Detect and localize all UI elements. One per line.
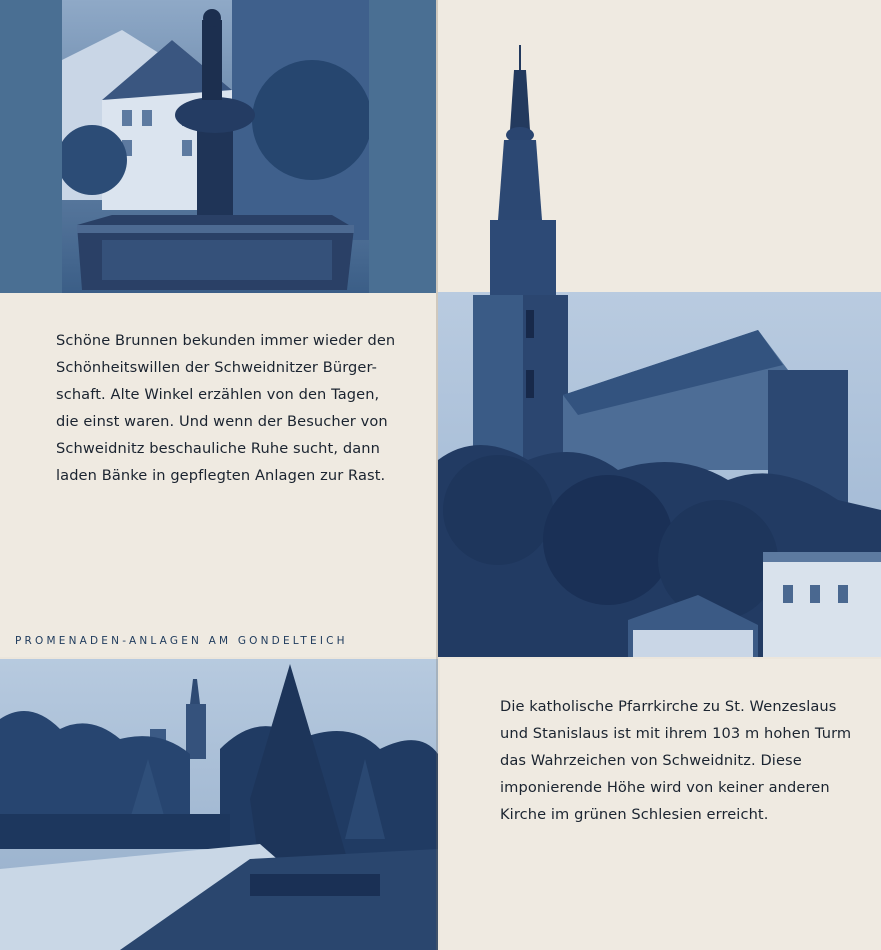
text-line: Schöne Brunnen bekunden immer wieder den bbox=[56, 332, 396, 349]
text-line: Schweidnitz beschauliche Ruhe sucht, dann bbox=[56, 440, 380, 457]
church-photo bbox=[438, 40, 881, 657]
right-blue-strip bbox=[369, 0, 436, 293]
fountain-description bbox=[56, 327, 416, 489]
text-panel-top-left bbox=[0, 293, 436, 657]
text-line: schaft. Alte Winkel erzählen von den Tagen, bbox=[56, 386, 380, 403]
left-blue-strip bbox=[0, 0, 62, 293]
text-line: Schönheitswillen der Schweidnitzer Bürger- bbox=[56, 359, 378, 376]
text-line: imponierende Höhe wird von keiner anderen bbox=[500, 779, 830, 796]
text-line: die einst waren. Und wenn der Besucher von bbox=[56, 413, 388, 430]
promenade-caption: PROMENADEN-ANLAGEN AM GONDELTEICH bbox=[15, 635, 348, 647]
church-description bbox=[500, 693, 870, 828]
text-line: Kirche im grünen Schlesien erreicht. bbox=[500, 806, 769, 823]
text-line: laden Bänke in gepflegten Anlagen zur Rast. bbox=[56, 467, 386, 484]
park-photo bbox=[0, 659, 438, 950]
page-fold-vertical bbox=[436, 0, 438, 950]
text-line: Die katholische Pfarrkirche zu St. Wenzeslaus bbox=[500, 698, 837, 715]
text-line: und Stanislaus ist mit ihrem 103 m hohen Turm bbox=[500, 725, 852, 742]
text-panel-bottom-right bbox=[440, 659, 881, 950]
text-line: das Wahrzeichen von Schweidnitz. Diese bbox=[500, 752, 802, 769]
fountain-photo bbox=[62, 0, 369, 293]
